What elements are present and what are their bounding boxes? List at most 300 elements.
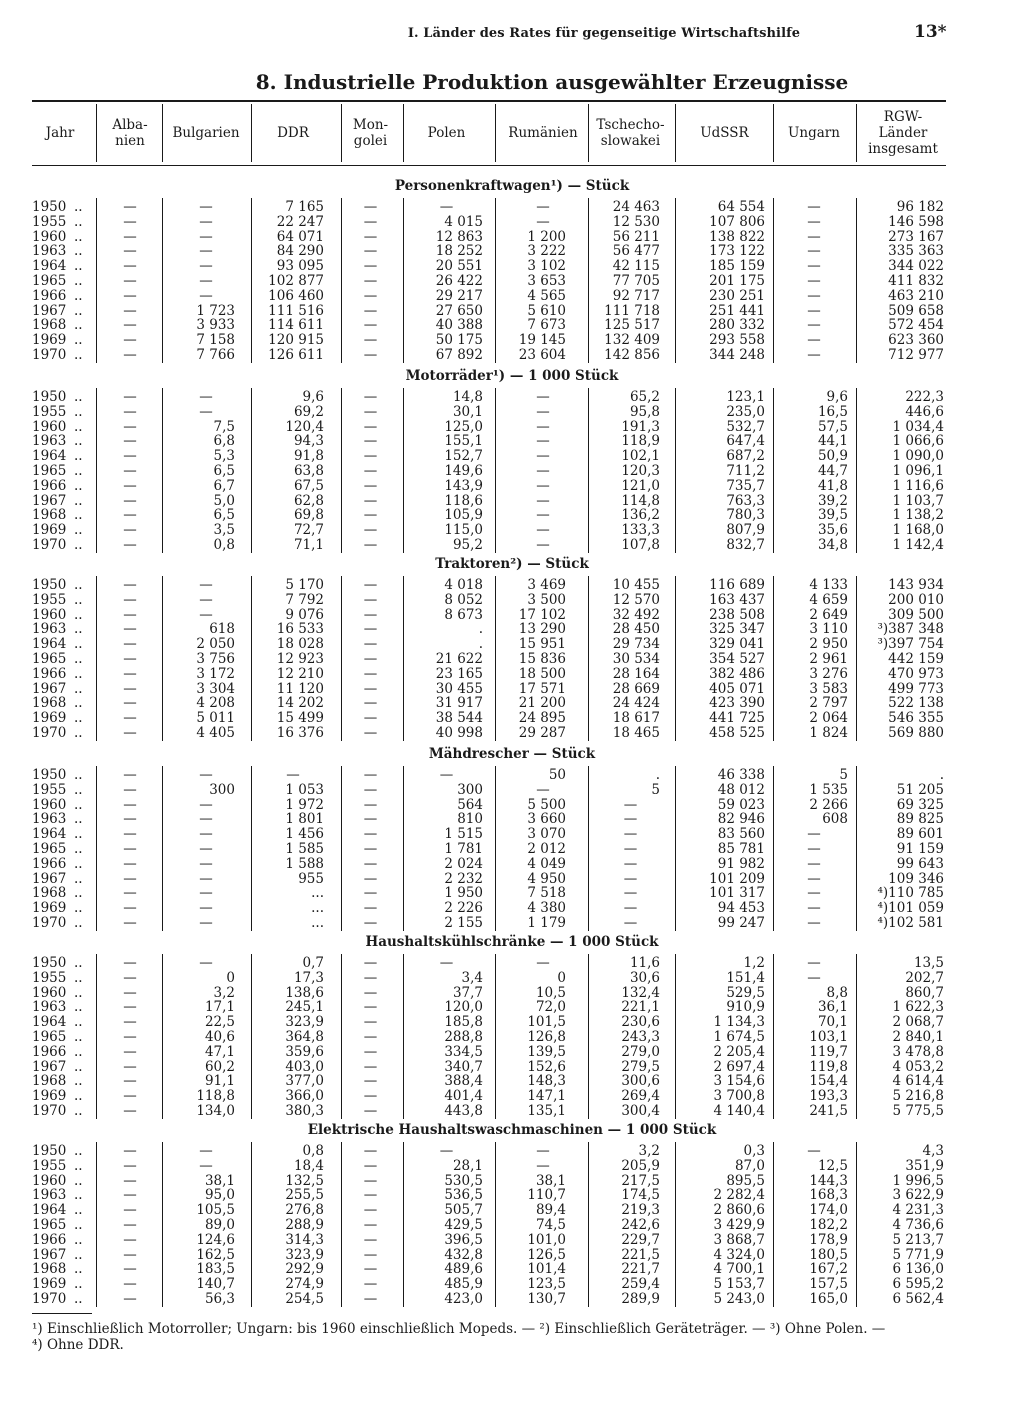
- column-divider: [773, 1142, 774, 1307]
- column-header-line: insgesamt: [868, 141, 938, 157]
- cell-bulgarien: 5,0: [213, 492, 235, 509]
- cell-ddr: 120,4: [285, 418, 324, 435]
- cell-udssr: 354 527: [709, 651, 765, 667]
- cell-tschechoslowakei: 3,2: [638, 1143, 660, 1159]
- table-row: [0, 711, 1024, 726]
- cell-ddr: 1 588: [285, 855, 324, 872]
- cell-mongolei: —: [363, 606, 378, 623]
- cell-polen: 2 232: [444, 870, 483, 887]
- leader-dots: ..: [74, 1073, 83, 1090]
- cell-ungarn: 12,5: [817, 1157, 848, 1174]
- cell-ddr: 15 499: [276, 710, 324, 727]
- cell-albanien: —: [123, 433, 137, 450]
- table-row: [0, 304, 1024, 319]
- cell-albanien: —: [123, 870, 137, 887]
- column-header-line: Länder: [878, 125, 928, 141]
- cell-albanien: —: [123, 1217, 137, 1233]
- column-divider: [162, 576, 163, 741]
- footnote-line: ⁴) Ohne DDR.: [32, 1337, 124, 1353]
- leader-dots: ..: [74, 826, 83, 843]
- cell-rumaenien: 29 287: [518, 725, 566, 741]
- cell-albanien: —: [123, 258, 137, 275]
- cell-tschechoslowakei: 56 211: [612, 228, 660, 245]
- table-row: [0, 538, 1024, 553]
- cell-rumaenien: 7 673: [527, 317, 566, 334]
- leader-dots: ..: [74, 522, 83, 539]
- cell-rumaenien: 110,7: [527, 1187, 566, 1204]
- cell-albanien: —: [123, 900, 137, 917]
- cell-albanien: —: [123, 915, 137, 931]
- year-cell: 1955: [32, 213, 67, 230]
- cell-ungarn: 168,3: [809, 1187, 848, 1204]
- section-title: Motorräder¹) — 1 000 Stück: [405, 368, 619, 384]
- cell-ungarn: —: [807, 199, 821, 215]
- column-divider: [856, 954, 857, 1119]
- cell-rgw: ⁴)110 785: [877, 885, 944, 902]
- cell-tschechoslowakei: 5: [651, 781, 660, 798]
- cell-rgw: 1 090,0: [892, 448, 944, 465]
- cell-udssr: 382 486: [709, 665, 765, 682]
- cell-ddr: 359,6: [285, 1043, 324, 1060]
- year-cell: 1965: [32, 841, 67, 857]
- cell-udssr: 5 153,7: [713, 1276, 765, 1293]
- cell-polen: 340,7: [444, 1058, 483, 1075]
- year-cell: 1964: [32, 826, 67, 843]
- cell-udssr: 0,3: [743, 1143, 765, 1159]
- cell-mongolei: —: [363, 1088, 378, 1105]
- column-header-line: slowakei: [600, 133, 661, 149]
- cell-polen: 564: [457, 796, 483, 813]
- year-cell: 1967: [32, 492, 67, 509]
- cell-udssr: 107 806: [709, 213, 765, 230]
- cell-ddr: 245,1: [285, 999, 324, 1016]
- cell-udssr: 4 140,4: [713, 1103, 765, 1119]
- cell-udssr: 4 700,1: [713, 1261, 765, 1278]
- table-row: [0, 1203, 1024, 1218]
- cell-albanien: —: [123, 606, 137, 623]
- cell-udssr: 123,1: [726, 389, 765, 405]
- cell-albanien: —: [123, 302, 137, 319]
- cell-albanien: —: [123, 636, 137, 653]
- cell-rumaenien: 3 653: [527, 273, 566, 289]
- cell-polen: 334,5: [444, 1043, 483, 1060]
- header-column-divider: [588, 104, 589, 162]
- cell-polen: 4 015: [444, 213, 483, 230]
- column-divider: [773, 198, 774, 363]
- cell-ddr: 276,8: [285, 1202, 324, 1219]
- cell-ungarn: —: [807, 332, 821, 349]
- cell-albanien: —: [123, 1276, 137, 1293]
- cell-albanien: —: [123, 725, 137, 741]
- column-header-line: Rumänien: [508, 125, 578, 141]
- page-number: 13*: [914, 22, 947, 42]
- year-cell: 1964: [32, 636, 67, 653]
- cell-udssr: 293 558: [709, 332, 765, 349]
- cell-tschechoslowakei: 29 734: [612, 636, 660, 653]
- leader-dots: ..: [74, 1029, 83, 1045]
- cell-polen: 12 863: [435, 228, 483, 245]
- cell-albanien: —: [123, 389, 137, 405]
- cell-rumaenien: 4 049: [527, 855, 566, 872]
- table-bottom-rule: [32, 1313, 92, 1314]
- cell-mongolei: —: [363, 522, 378, 539]
- cell-bulgarien: 60,2: [204, 1058, 235, 1075]
- cell-rumaenien: 1 200: [527, 228, 566, 245]
- leader-dots: ..: [74, 710, 83, 727]
- cell-mongolei: —: [363, 725, 378, 741]
- cell-polen: 143,9: [444, 477, 483, 494]
- table-row: [0, 726, 1024, 741]
- cell-ddr: 403,0: [285, 1058, 324, 1075]
- cell-rumaenien: 23 604: [518, 347, 566, 363]
- column-divider: [251, 198, 252, 363]
- cell-albanien: —: [123, 1172, 137, 1189]
- leader-dots: ..: [74, 811, 83, 828]
- table-top-rule: [32, 100, 946, 102]
- cell-ddr: 12 210: [276, 665, 324, 682]
- cell-polen: .: [478, 621, 483, 638]
- cell-bulgarien: —: [199, 1143, 213, 1159]
- year-cell: 1963: [32, 1187, 67, 1204]
- table-row: [0, 827, 1024, 842]
- table-row: [0, 259, 1024, 274]
- cell-tschechoslowakei: 114,8: [621, 492, 660, 509]
- cell-ungarn: 182,2: [809, 1217, 848, 1233]
- cell-ungarn: 35,6: [817, 522, 848, 539]
- column-divider: [495, 766, 496, 931]
- cell-rgw: 470 973: [888, 665, 944, 682]
- cell-polen: .: [478, 636, 483, 653]
- cell-tschechoslowakei: 18 617: [612, 710, 660, 727]
- cell-ungarn: 2 649: [809, 606, 848, 623]
- cell-polen: 120,0: [444, 999, 483, 1016]
- table-row: [0, 1104, 1024, 1119]
- cell-ddr: 1 972: [285, 796, 324, 813]
- cell-bulgarien: —: [199, 870, 213, 887]
- cell-mongolei: —: [363, 999, 378, 1016]
- cell-bulgarien: 118,8: [196, 1088, 235, 1105]
- leader-dots: ..: [74, 243, 83, 260]
- cell-ddr: 7 792: [285, 591, 324, 608]
- cell-rgw: 446,6: [905, 403, 944, 420]
- leader-dots: ..: [74, 725, 83, 741]
- cell-ddr: 18,4: [293, 1157, 324, 1174]
- cell-rgw: 5 216,8: [892, 1088, 944, 1105]
- cell-ddr: 72,7: [293, 522, 324, 539]
- cell-rgw: 91 159: [896, 841, 944, 857]
- cell-ungarn: 3 276: [809, 665, 848, 682]
- year-cell: 1969: [32, 1276, 67, 1293]
- leader-dots: ..: [74, 870, 83, 887]
- cell-tschechoslowakei: 107,8: [621, 537, 660, 553]
- cell-ddr: 12 923: [276, 651, 324, 667]
- cell-ungarn: —: [807, 915, 821, 931]
- table-row: [0, 1060, 1024, 1075]
- cell-ungarn: —: [807, 969, 821, 986]
- cell-albanien: —: [123, 1073, 137, 1090]
- cell-tschechoslowakei: 95,8: [629, 403, 660, 420]
- table-row: [0, 652, 1024, 667]
- table-row: [0, 1144, 1024, 1159]
- cell-bulgarien: —: [199, 915, 213, 931]
- cell-rumaenien: 2 012: [527, 841, 566, 857]
- year-cell: 1967: [32, 1058, 67, 1075]
- cell-ungarn: —: [807, 258, 821, 275]
- table-row: [0, 916, 1024, 931]
- cell-rumaenien: 13 290: [518, 621, 566, 638]
- cell-rumaenien: 4 565: [527, 287, 566, 304]
- column-header-line: Bulgarien: [172, 125, 240, 141]
- cell-bulgarien: 3 933: [196, 317, 235, 334]
- cell-ddr: 366,0: [285, 1088, 324, 1105]
- table-row: [0, 622, 1024, 637]
- year-cell: 1966: [32, 287, 67, 304]
- column-divider: [251, 576, 252, 741]
- cell-tschechoslowakei: 111 718: [604, 302, 660, 319]
- cell-bulgarien: 95,0: [204, 1187, 235, 1204]
- cell-albanien: —: [123, 999, 137, 1016]
- cell-mongolei: —: [363, 955, 378, 971]
- cell-rumaenien: 18 500: [518, 665, 566, 682]
- cell-ungarn: 103,1: [809, 1029, 848, 1045]
- cell-tschechoslowakei: —: [623, 811, 638, 828]
- cell-bulgarien: —: [199, 213, 213, 230]
- cell-ddr: 93 095: [276, 258, 324, 275]
- leader-dots: ..: [74, 955, 83, 971]
- cell-bulgarien: 140,7: [196, 1276, 235, 1293]
- year-cell: 1968: [32, 507, 67, 524]
- leader-dots: ..: [74, 969, 83, 986]
- cell-mongolei: —: [363, 1029, 378, 1045]
- cell-rumaenien: 101,0: [527, 1231, 566, 1248]
- column-header-jahr: [32, 125, 88, 141]
- cell-udssr: 59 023: [717, 796, 765, 813]
- cell-rumaenien: 17 571: [518, 680, 566, 697]
- column-divider: [675, 576, 676, 741]
- cell-polen: 300: [457, 781, 483, 798]
- cell-mongolei: —: [363, 915, 378, 931]
- cell-bulgarien: —: [199, 811, 213, 828]
- cell-udssr: 405 071: [709, 680, 765, 697]
- cell-albanien: —: [123, 591, 137, 608]
- leader-dots: ..: [74, 332, 83, 349]
- cell-rgw: 344 022: [888, 258, 944, 275]
- cell-bulgarien: —: [199, 273, 213, 289]
- cell-bulgarien: 91,1: [204, 1073, 235, 1090]
- year-cell: 1963: [32, 433, 67, 450]
- cell-rgw: 4 736,6: [892, 1217, 944, 1233]
- cell-tschechoslowakei: 221,5: [621, 1246, 660, 1263]
- cell-rgw: 335 363: [888, 243, 944, 260]
- cell-ungarn: —: [807, 228, 821, 245]
- cell-rgw: 99 643: [896, 855, 944, 872]
- cell-rumaenien: 101,4: [527, 1261, 566, 1278]
- cell-mongolei: —: [363, 1058, 378, 1075]
- cell-udssr: 832,7: [726, 537, 765, 553]
- footnotes: [32, 1321, 962, 1353]
- cell-ungarn: 5: [839, 767, 848, 783]
- cell-polen: 432,8: [444, 1246, 483, 1263]
- header-column-divider: [251, 104, 252, 162]
- cell-rgw: 1 096,1: [892, 463, 944, 479]
- year-cell: 1955: [32, 591, 67, 608]
- table-row: [0, 696, 1024, 711]
- cell-tschechoslowakei: 191,3: [621, 418, 660, 435]
- table-row: [0, 1000, 1024, 1015]
- cell-rumaenien: 15 951: [518, 636, 566, 653]
- cell-udssr: 4 324,0: [713, 1246, 765, 1263]
- cell-rgw: 1 103,7: [892, 492, 944, 509]
- table-row: [0, 1248, 1024, 1263]
- cell-bulgarien: 105,5: [196, 1202, 235, 1219]
- column-divider: [403, 1142, 404, 1307]
- cell-albanien: —: [123, 228, 137, 245]
- leader-dots: ..: [74, 915, 83, 931]
- cell-polen: 288,8: [444, 1029, 483, 1045]
- cell-ddr: 16 533: [276, 621, 324, 638]
- cell-udssr: 82 946: [717, 811, 765, 828]
- cell-mongolei: —: [363, 1157, 378, 1174]
- cell-ddr: 102 877: [268, 273, 324, 289]
- cell-rumaenien: 148,3: [527, 1073, 566, 1090]
- leader-dots: ..: [74, 507, 83, 524]
- column-divider: [773, 766, 774, 931]
- cell-udssr: 163 437: [709, 591, 765, 608]
- leader-dots: ..: [74, 228, 83, 245]
- cell-bulgarien: —: [199, 841, 213, 857]
- cell-rgw: ⁴)101 059: [877, 900, 944, 917]
- cell-rumaenien: 5 500: [527, 796, 566, 813]
- cell-polen: 1 515: [444, 826, 483, 843]
- cell-rumaenien: 89,4: [535, 1202, 566, 1219]
- year-cell: 1967: [32, 1246, 67, 1263]
- cell-tschechoslowakei: —: [623, 796, 638, 813]
- cell-ddr: 323,9: [285, 1246, 324, 1263]
- cell-polen: 29 217: [435, 287, 483, 304]
- cell-udssr: 87,0: [734, 1157, 765, 1174]
- cell-albanien: —: [123, 621, 137, 638]
- cell-polen: 152,7: [444, 448, 483, 465]
- cell-bulgarien: 3 172: [196, 665, 235, 682]
- cell-rumaenien: 126,8: [527, 1029, 566, 1045]
- cell-tschechoslowakei: 174,5: [621, 1187, 660, 1204]
- cell-polen: 50 175: [435, 332, 483, 349]
- cell-polen: 2 024: [444, 855, 483, 872]
- cell-bulgarien: 1 723: [196, 302, 235, 319]
- cell-rumaenien: 50: [548, 767, 566, 783]
- column-divider: [675, 954, 676, 1119]
- cell-ddr: 1 801: [285, 811, 324, 828]
- leader-dots: ..: [74, 389, 83, 405]
- cell-mongolei: —: [363, 317, 378, 334]
- year-cell: 1967: [32, 302, 67, 319]
- year-cell: 1964: [32, 448, 67, 465]
- cell-tschechoslowakei: 279,0: [621, 1043, 660, 1060]
- cell-mongolei: —: [363, 1043, 378, 1060]
- cell-ddr: 364,8: [285, 1029, 324, 1045]
- cell-rgw: 712 977: [888, 347, 944, 363]
- column-divider: [495, 198, 496, 363]
- table-row: [0, 1089, 1024, 1104]
- cell-rgw: 2 840,1: [892, 1029, 944, 1045]
- cell-ddr: 16 376: [276, 725, 324, 741]
- cell-ungarn: —: [807, 287, 821, 304]
- cell-mongolei: —: [363, 1217, 378, 1233]
- year-cell: 1950: [32, 955, 67, 971]
- cell-rumaenien: —: [536, 507, 550, 524]
- cell-bulgarien: 0: [226, 969, 235, 986]
- column-divider: [341, 198, 342, 363]
- cell-mongolei: —: [363, 767, 378, 783]
- cell-bulgarien: 134,0: [196, 1103, 235, 1119]
- section-title: Traktoren²) — Stück: [435, 556, 589, 572]
- cell-polen: 67 892: [435, 347, 483, 363]
- cell-udssr: 344 248: [709, 347, 765, 363]
- table-row: [0, 434, 1024, 449]
- year-cell: 1960: [32, 1172, 67, 1189]
- column-header-line: DDR: [277, 125, 309, 141]
- cell-ungarn: —: [807, 302, 821, 319]
- cell-rumaenien: 135,1: [527, 1103, 566, 1119]
- table-row: [0, 986, 1024, 1001]
- year-cell: 1970: [32, 915, 67, 931]
- cell-albanien: —: [123, 1202, 137, 1219]
- year-cell: 1969: [32, 710, 67, 727]
- table-row: [0, 1015, 1024, 1030]
- cell-ungarn: —: [807, 955, 821, 971]
- cell-polen: 530,5: [444, 1172, 483, 1189]
- cell-polen: 443,8: [444, 1103, 483, 1119]
- year-cell: 1950: [32, 577, 67, 593]
- cell-udssr: 780,3: [726, 507, 765, 524]
- table-row: [0, 842, 1024, 857]
- cell-bulgarien: —: [199, 796, 213, 813]
- leader-dots: ..: [74, 302, 83, 319]
- cell-albanien: —: [123, 841, 137, 857]
- cell-ungarn: 34,8: [817, 537, 848, 553]
- column-divider: [856, 388, 857, 553]
- cell-tschechoslowakei: 243,3: [621, 1029, 660, 1045]
- cell-ungarn: —: [807, 885, 821, 902]
- leader-dots: ..: [74, 984, 83, 1001]
- cell-rumaenien: 3 102: [527, 258, 566, 275]
- cell-tschechoslowakei: 10 455: [612, 577, 660, 593]
- cell-ddr: 132,5: [285, 1172, 324, 1189]
- table-row: [0, 872, 1024, 887]
- table-row: [0, 390, 1024, 405]
- section-title: Personenkraftwagen¹) — Stück: [394, 178, 630, 194]
- cell-udssr: 423 390: [709, 695, 765, 712]
- cell-tschechoslowakei: 30 534: [612, 651, 660, 667]
- cell-bulgarien: —: [199, 389, 213, 405]
- year-cell: 1960: [32, 606, 67, 623]
- year-cell: 1967: [32, 870, 67, 887]
- cell-ungarn: 119,8: [809, 1058, 848, 1075]
- column-header-udssr: [677, 125, 772, 141]
- table-row: [0, 1074, 1024, 1089]
- column-divider: [341, 388, 342, 553]
- cell-ungarn: 8,8: [826, 984, 848, 1001]
- cell-tschechoslowakei: 142 856: [604, 347, 660, 363]
- cell-udssr: 64 554: [717, 199, 765, 215]
- cell-rgw: 546 355: [888, 710, 944, 727]
- table-row: [0, 682, 1024, 697]
- cell-rumaenien: 38,1: [535, 1172, 566, 1189]
- cell-rgw: 51 205: [896, 781, 944, 798]
- cell-polen: 536,5: [444, 1187, 483, 1204]
- column-divider: [588, 576, 589, 741]
- cell-udssr: 1 674,5: [713, 1029, 765, 1045]
